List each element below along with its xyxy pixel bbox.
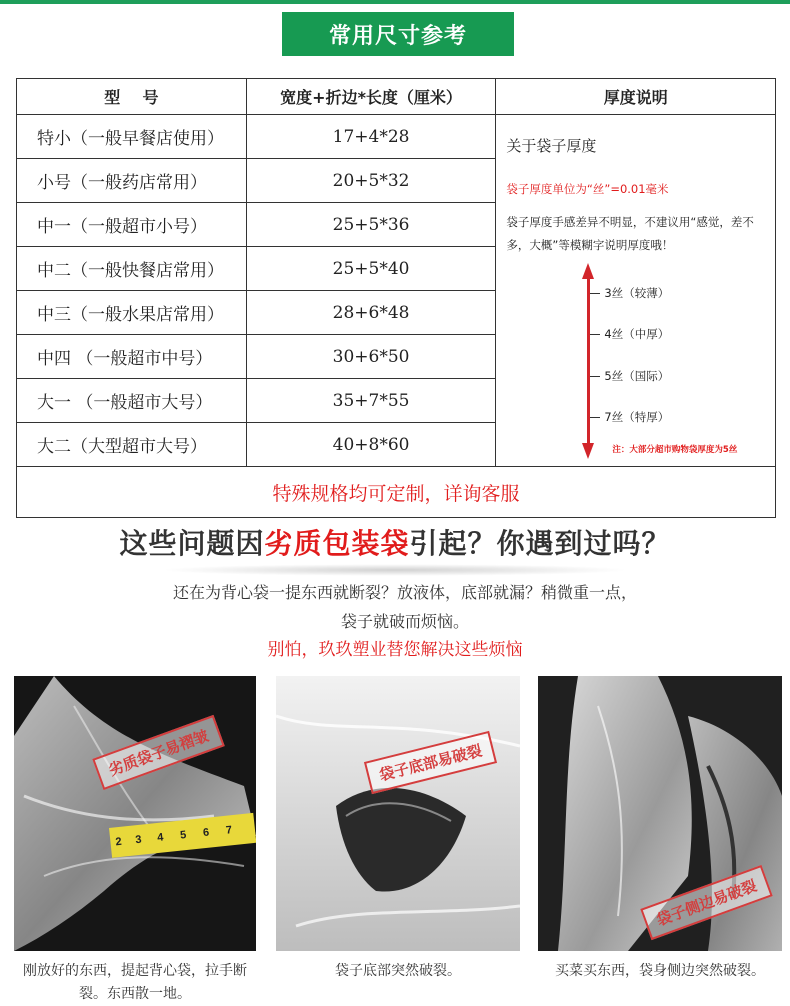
- svg-text:4: 4: [156, 831, 165, 844]
- svg-text:7: 7: [225, 824, 233, 837]
- model-cell: 中三（一般水果店常用）: [17, 291, 247, 335]
- size-cell: 28+6*48: [246, 291, 496, 335]
- section-title: 常用尺寸参考: [282, 12, 514, 56]
- photo-torn-side: [538, 676, 782, 951]
- model-cell: 中一（一般超市小号）: [17, 203, 247, 247]
- thickness-advice: 袋子厚度手感差异不明显，不建议用“感觉，差不多，大概”等模糊字说明厚度哦！: [506, 215, 754, 252]
- size-cell: 25+5*40: [246, 247, 496, 291]
- photo-stamp: 袋子侧边易破裂: [640, 865, 773, 940]
- photo-caption: 刚放好的东西，提起背心袋，拉手断裂。东西散一地。: [23, 963, 247, 1002]
- thickness-level: [590, 326, 669, 342]
- photo-torn-bottom: [276, 676, 520, 951]
- thickness-level: [590, 368, 669, 384]
- photo-wrinkled-bag: [14, 676, 256, 951]
- model-cell: 大一 （一般超市大号）: [17, 379, 247, 423]
- size-table: [16, 78, 776, 518]
- model-cell: 大二（大型超市大号）: [17, 423, 247, 467]
- photo-stamp: 袋子底部易破裂: [364, 731, 497, 794]
- thickness-level-label: 5丝（国际）: [604, 369, 670, 383]
- arrow-down-icon: [582, 443, 594, 459]
- headline-post: 引起？你遇到过吗？: [409, 527, 671, 560]
- thickness-level: [590, 409, 669, 425]
- svg-text:6: 6: [202, 826, 210, 840]
- photo-stamp: 劣质袋子易褶皱: [92, 715, 225, 790]
- svg-text:3: 3: [134, 833, 143, 847]
- svg-text:5: 5: [179, 828, 187, 842]
- table-row: [17, 115, 776, 159]
- bag-illustration: [276, 676, 520, 951]
- photo-caption: 买菜买东西，袋身侧边突然破裂。: [555, 963, 765, 979]
- problems-paragraph: 还在为背心袋一提东西就断裂？放液体，底部就漏？稍微重一点，袋子就破而烦恼。: [172, 583, 637, 631]
- problems-headline: [0, 522, 790, 562]
- header-thickness: 厚度说明: [496, 79, 776, 115]
- thickness-panel: [496, 115, 776, 467]
- top-accent-line: [0, 0, 790, 4]
- headline-highlight: 劣质包装袋: [264, 527, 410, 560]
- model-cell: 特小（一般早餐店使用）: [17, 115, 247, 159]
- thickness-level-label: 4丝（中厚）: [604, 327, 670, 341]
- svg-text:2: 2: [114, 835, 123, 849]
- thickness-level: [590, 285, 669, 301]
- size-cell: 30+6*50: [246, 335, 496, 379]
- size-cell: 35+7*55: [246, 379, 496, 423]
- thickness-footnote: 注：大部分超市购物袋厚度为5丝: [612, 445, 738, 455]
- model-cell: 中四 （一般超市中号）: [17, 335, 247, 379]
- thickness-unit-note: 袋子厚度单位为“丝”=0.01毫米: [506, 182, 669, 196]
- thickness-heading: 关于袋子厚度: [506, 137, 597, 155]
- model-cell: 小号（一般药店常用）: [17, 159, 247, 203]
- thickness-level-label: 3丝（较薄）: [604, 286, 670, 300]
- bag-illustration: [14, 676, 256, 951]
- headline-shadow: [160, 564, 630, 576]
- photo-caption: 袋子底部突然破裂。: [335, 963, 461, 979]
- header-size: 宽度+折边*长度（厘米）: [246, 79, 496, 115]
- size-cell: 17+4*28: [246, 115, 496, 159]
- header-model: 型 号: [17, 79, 247, 115]
- custom-row: [17, 467, 776, 518]
- size-cell: 40+8*60: [246, 423, 496, 467]
- relief-slogan: 别怕，玖玖塑业替您解决这些烦恼: [267, 640, 523, 660]
- table-header-row: [17, 79, 776, 115]
- custom-note: 特殊规格均可定制，详询客服: [17, 467, 776, 518]
- thickness-level-label: 7丝（特厚）: [604, 410, 670, 424]
- size-cell: 20+5*32: [246, 159, 496, 203]
- headline-pre: 这些问题因: [119, 527, 265, 560]
- size-cell: 25+5*36: [246, 203, 496, 247]
- model-cell: 中二（一般快餐店常用）: [17, 247, 247, 291]
